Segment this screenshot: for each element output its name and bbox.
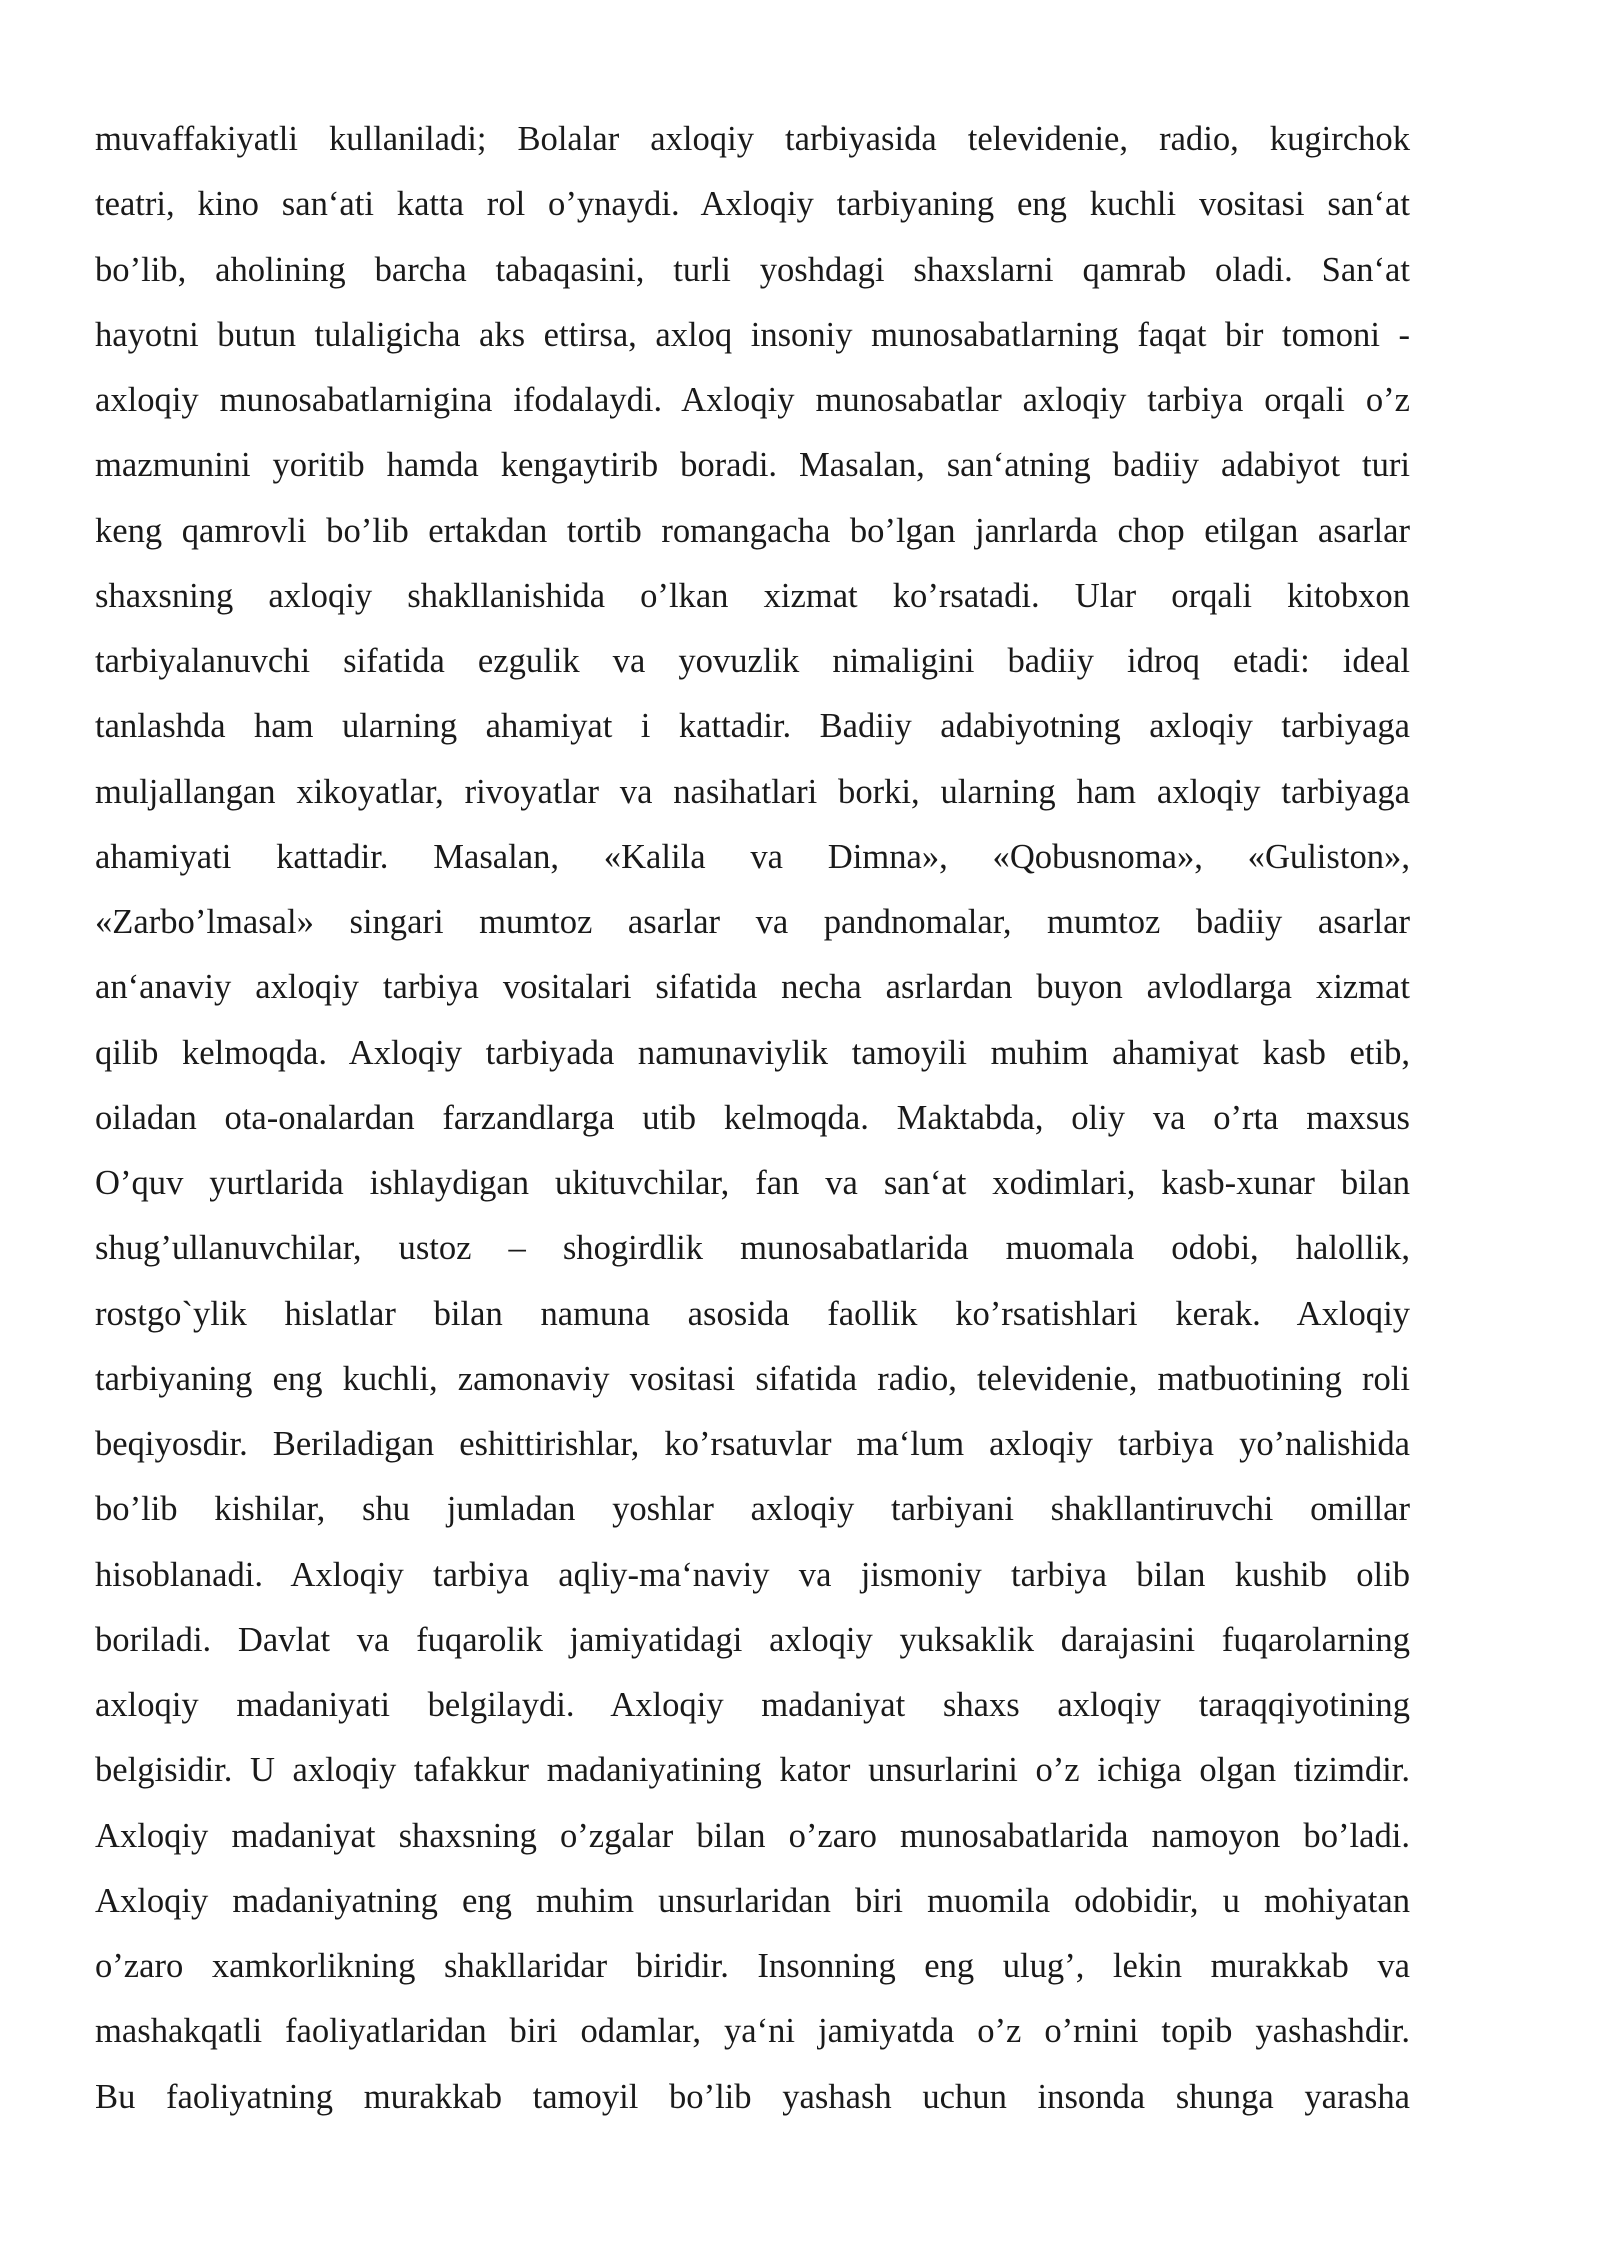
text-line: shaxsning axloqiy shakllanishida o’lkan xizmat ko’rsatadi. Ular orqali kitobxon (95, 576, 1410, 615)
text-line: tarbiyaning eng kuchli, zamonaviy vositasi sifatida radio, televidenie, matbuotining roli (95, 1359, 1410, 1398)
text-line: oiladan ota-onalardan farzandlarga utib kelmoqda. Maktabda, oliy va o’rta maxsus (95, 1098, 1410, 1137)
text-line: qilib kelmoqda. Axloqiy tarbiyada namunaviylik tamoyili muhim ahamiyat kasb etib, (95, 1033, 1410, 1072)
text-line: keng qamrovli bo’lib ertakdan tortib romangacha bo’lgan janrlarda chop etilgan asarlar (95, 511, 1410, 550)
text-line: axloqiy munosabatlarnigina ifodalaydi. Axloqiy munosabatlar axloqiy tarbiya orqali o’z (95, 381, 1410, 419)
text-line: mashakqatli faoliyatlaridan biri odamlar, ya‘ni jamiyatda o’z o’rnini topib yashashdir. (95, 2012, 1410, 2051)
text-line: tarbiyalanuvchi sifatida ezgulik va yovuzlik nimaligini badiiy idroq etadi: ideal (95, 642, 1410, 680)
text-line: muvaffakiyatli kullaniladi; Bolalar axloqiy tarbiyasida televidenie, radio, kugirchok (95, 120, 1410, 158)
text-line: bo’lib kishilar, shu jumladan yoshlar axloqiy tarbiyani shakllantiruvchi omillar (95, 1490, 1410, 1529)
text-line: hisoblanadi. Axloqiy tarbiya aqliy-ma‘naviy va jismoniy tarbiya bilan kushib olib (95, 1555, 1410, 1594)
text-line: an‘anaviy axloqiy tarbiya vositalari sifatida necha asrlardan buyon avlodlarga xizmat (95, 968, 1410, 1007)
text-line: hayotni butun tulaligicha aks ettirsa, axloq insoniy munosabatlarning faqat bir tomoni - (95, 315, 1410, 354)
body-text (95, 107, 1410, 2130)
text-line: muljallangan xikoyatlar, rivoyatlar va nasihatlari borki, ularning ham axloqiy tarbiyaga (95, 772, 1410, 811)
text-line: rostgo`ylik hislatlar bilan namuna asosida faollik ko’rsatishlari kerak. Axloqiy (95, 1294, 1410, 1333)
text-line: teatri, kino san‘ati katta rol o’ynaydi. Axloqiy tarbiyaning eng kuchli vositasi san‘at (95, 185, 1410, 224)
text-line: O’quv yurtlarida ishlaydigan ukituvchilar, fan va san‘at xodimlari, kasb-xunar bilan (95, 1164, 1410, 1202)
text-line: shug’ullanuvchilar, ustoz – shogirdlik munosabatlarida muomala odobi, halollik, (95, 1229, 1410, 1268)
text-line: Axloqiy madaniyat shaxsning o’zgalar bilan o’zaro munosabatlarida namoyon bo’ladi. (95, 1816, 1410, 1855)
text-line: Bu faoliyatning murakkab tamoyil bo’lib yashash uchun insonda shunga yarasha (95, 2077, 1410, 2116)
text-line: beqiyosdir. Beriladigan eshittirishlar, ko’rsatuvlar ma‘lum axloqiy tarbiya yo’nalishida (95, 1425, 1410, 1463)
text-line: belgisidir. U axloqiy tafakkur madaniyatining kator unsurlarini o’z ichiga olgan tizimdir. (95, 1751, 1410, 1790)
text-line: bo’lib, aholining barcha tabaqasini, turli yoshdagi shaxslarni qamrab oladi. San‘at (95, 250, 1410, 289)
text-line: «Zarbo’lmasal» singari mumtoz asarlar va pandnomalar, mumtoz badiiy asarlar (95, 903, 1410, 941)
text-line: ahamiyati kattadir. Masalan, «Kalila va Dimna», «Qobusnoma», «Guliston», (95, 837, 1410, 876)
text-line: boriladi. Davlat va fuqarolik jamiyatidagi axloqiy yuksaklik darajasini fuqarolarning (95, 1620, 1410, 1659)
text-line: Axloqiy madaniyatning eng muhim unsurlaridan biri muomila odobidir, u mohiyatan (95, 1881, 1410, 1920)
text-line: mazmunini yoritib hamda kengaytirib boradi. Masalan, san‘atning badiiy adabiyot turi (95, 446, 1410, 485)
text-line: o’zaro xamkorlikning shakllaridar biridir. Insonning eng ulug’, lekin murakkab va (95, 1947, 1410, 1985)
text-line: axloqiy madaniyati belgilaydi. Axloqiy madaniyat shaxs axloqiy taraqqiyotining (95, 1686, 1410, 1724)
text-line: tanlashda ham ularning ahamiyat i kattadir. Badiiy adabiyotning axloqiy tarbiyaga (95, 707, 1410, 746)
